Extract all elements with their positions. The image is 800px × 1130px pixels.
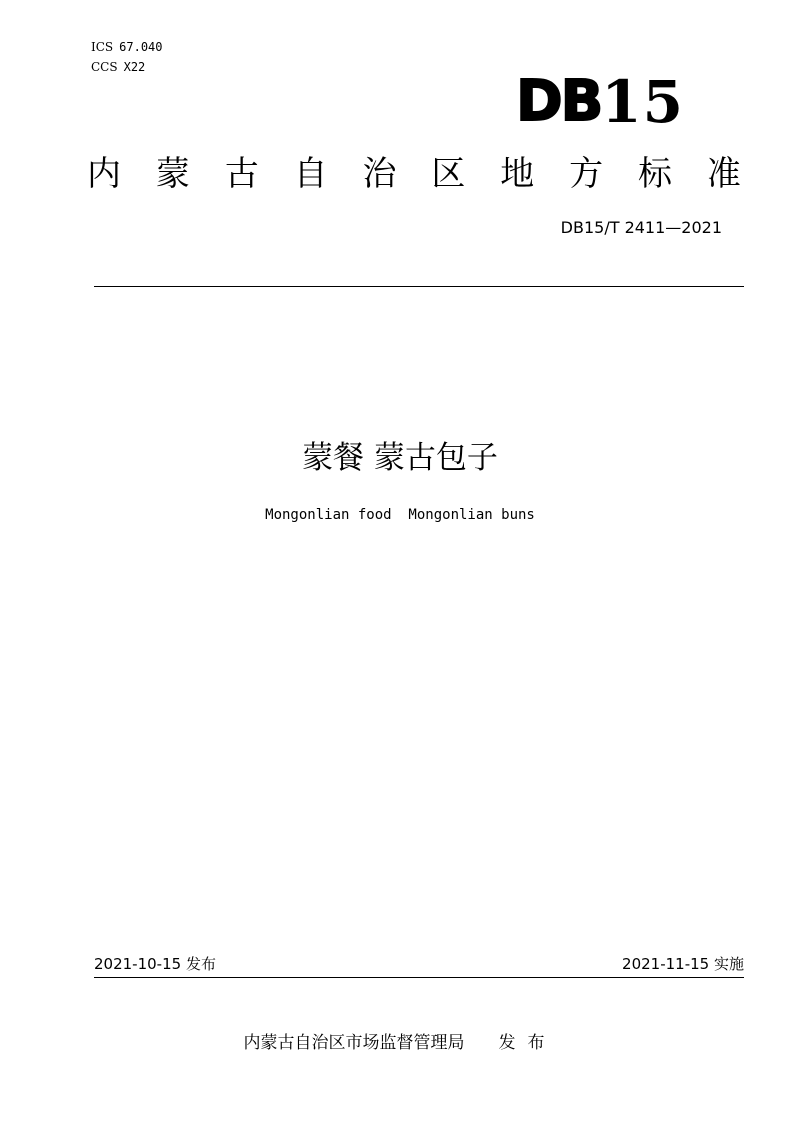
standard-type-char: 准 [706,154,741,194]
document-title-en: Mongonlian food Mongonlian buns [265,507,535,523]
standard-type-char: 方 [569,154,604,194]
standard-type-char: 内 [87,154,121,194]
publish-label: 发布 [498,1033,557,1053]
ccs-label: CCS [91,60,118,74]
logo-letters: DB [516,69,602,134]
standard-type-char: 蒙 [155,154,190,194]
implementation-date: 2021-11-15 实施 [622,955,744,973]
top-divider [94,286,744,287]
logo-digits: 15 [601,68,684,136]
ccs-code [91,60,145,74]
db15-logo [516,68,684,136]
standard-type-char: 标 [638,154,672,194]
publisher-name: 内蒙古自治区市场监督管理局 [243,1033,465,1053]
bottom-divider [94,977,744,978]
document-title-zh: 蒙餐 蒙古包子 [302,440,498,476]
standard-type-title [84,152,744,196]
publisher-line [0,1032,800,1054]
ics-value: 67.040 [119,40,163,54]
ics-label: ICS [91,40,114,54]
issue-date: 2021-10-15 发布 [94,955,216,973]
standard-type-char: 区 [431,154,466,194]
ccs-value: X22 [123,60,146,74]
standard-number: DB15/T 2411—2021 [560,218,722,237]
standard-type-char: 自 [293,154,328,194]
standard-type-char: 地 [500,154,535,194]
standard-type-char: 古 [224,154,259,194]
ics-code [91,40,163,54]
standard-type-char: 治 [362,154,397,194]
